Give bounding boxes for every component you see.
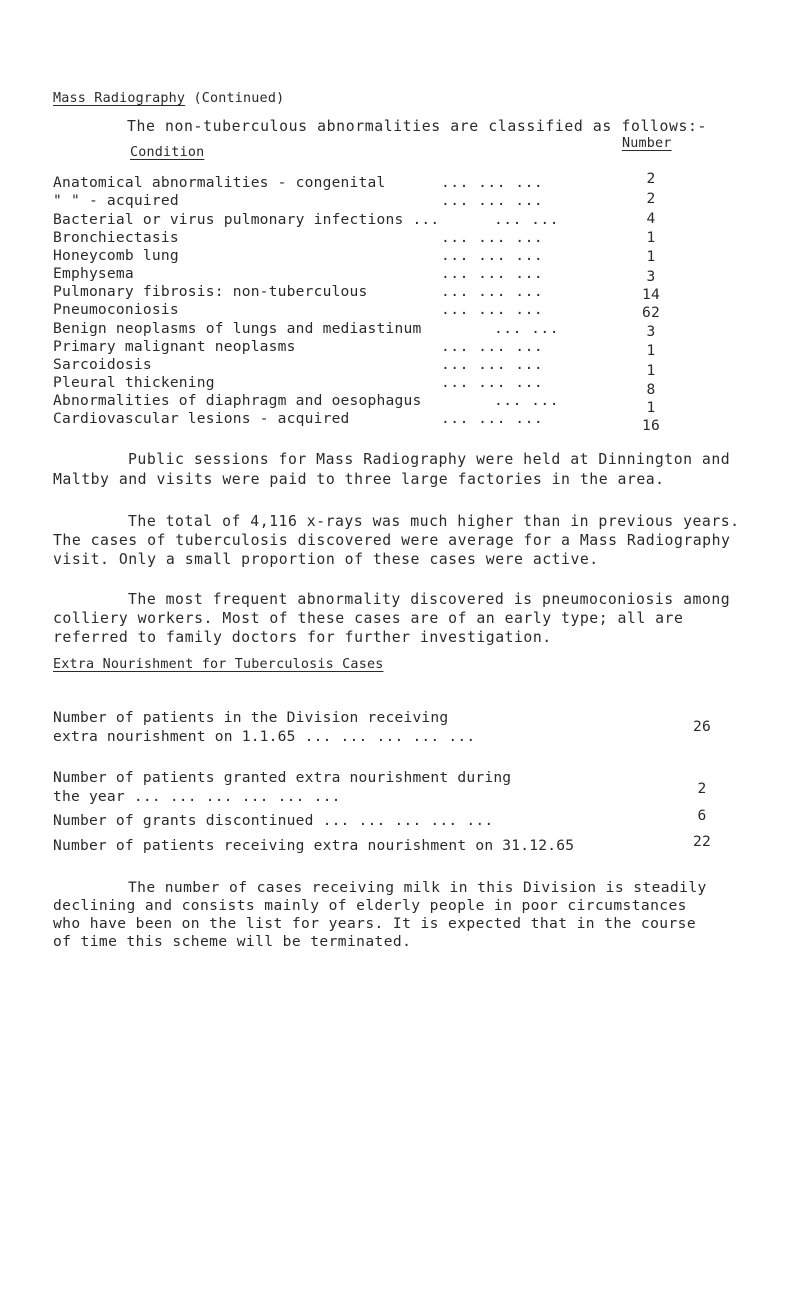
table-row (0, 374, 801, 398)
nourishment-item-4 (53, 837, 574, 854)
nourishment-item-1 (53, 708, 475, 746)
leader-dots: ... ... (494, 211, 560, 228)
leader-dots: ... ... (494, 320, 560, 337)
intro-line: The non-tuberculous abnormalities are classified as follows:- (127, 118, 708, 135)
condition-count: 3 (646, 268, 656, 285)
section-heading (53, 91, 284, 106)
paragraph-line: referred to family doctors for further investigation. (53, 629, 552, 646)
condition-label: Bacterial or virus pulmonary infections ... (53, 211, 440, 228)
column-header-condition: Condition (130, 145, 205, 160)
condition-count: 62 (642, 304, 660, 321)
nourishment-item-3 (53, 812, 493, 829)
condition-label: " " - acquired (53, 192, 179, 209)
condition-label: Pleural thickening (53, 374, 215, 391)
nourishment-item-text: the year ... ... ... ... ... ... (53, 788, 341, 805)
condition-count: 2 (646, 170, 656, 187)
paragraph-line: The most frequent abnormality discovered is pneumoconiosis among (128, 591, 731, 608)
condition-label: Honeycomb lung (53, 247, 179, 264)
condition-count: 16 (642, 417, 660, 434)
paragraph-line: Public sessions for Mass Radiography were held at Dinnington and (128, 451, 731, 468)
leader-dots: ... ... ... (441, 283, 544, 300)
condition-count: 2 (646, 190, 656, 207)
nourishment-item-2 (53, 768, 511, 806)
table-row (0, 192, 801, 209)
leader-dots: ... ... (494, 392, 560, 409)
leader-dots: ... ... ... (441, 265, 544, 282)
paragraph-line: The cases of tuberculosis discovered were average for a Mass Radiography (53, 532, 731, 549)
condition-count: 8 (646, 381, 656, 398)
paragraph-line: visit. Only a small proportion of these cases were active. (53, 551, 599, 568)
table-row (0, 392, 801, 416)
table-row (0, 265, 801, 285)
condition-label: Pneumoconiosis (53, 301, 179, 318)
table-row (0, 247, 801, 264)
leader-dots: ... ... ... (441, 338, 544, 355)
nourishment-item-text: Number of patients receiving extra nourishment on 31.12.65 (53, 837, 575, 854)
table-row (0, 356, 801, 379)
leader-dots: ... ... ... (441, 247, 544, 264)
paragraph-pneumoconiosis (53, 590, 730, 647)
nourishment-item-text: Number of patients granted extra nourishment during (53, 769, 512, 786)
paragraph-milk (53, 879, 707, 951)
paragraph-line: The total of 4,116 x-rays was much higher than in previous years. (128, 513, 740, 530)
nourishment-item-1-value: 26 (693, 718, 711, 735)
nourishment-item-text: extra nourishment on 1.1.65 ... ... ... ... ... (53, 728, 476, 745)
condition-count: 1 (646, 229, 656, 246)
table-row (0, 410, 801, 434)
condition-label: Benign neoplasms of lungs and mediastinum (53, 320, 422, 337)
condition-label: Pulmonary fibrosis: non-tuberculous (53, 283, 368, 300)
section-title: Mass Radiography (53, 91, 186, 106)
paragraph-xrays (53, 512, 740, 569)
condition-count: 1 (646, 248, 656, 265)
condition-label: Anatomical abnormalities - congenital (53, 174, 386, 191)
paragraph-sessions (53, 450, 730, 490)
extra-nourishment-heading: Extra Nourishment for Tuberculosis Cases (53, 657, 384, 672)
nourishment-item-4-value: 22 (693, 833, 711, 850)
table-row (0, 211, 801, 228)
paragraph-line: The number of cases receiving milk in this Division is steadily (128, 879, 707, 896)
nourishment-item-2-value: 2 (697, 780, 707, 797)
paragraph-line: colliery workers. Most of these cases are of an early type; all are (53, 610, 684, 627)
condition-label: Sarcoidosis (53, 356, 152, 373)
leader-dots: ... ... ... (441, 374, 544, 391)
table-row (0, 301, 801, 321)
condition-count: 1 (646, 362, 656, 379)
leader-dots: ... ... ... (441, 356, 544, 373)
condition-count: 1 (646, 342, 656, 359)
table-row (0, 229, 801, 246)
nourishment-item-3-value: 6 (697, 807, 707, 824)
leader-dots: ... ... ... (441, 174, 544, 191)
paragraph-line: declining and consists mainly of elderly people in poor circumstances (53, 897, 687, 914)
condition-label: Emphysema (53, 265, 134, 282)
paragraph-line: who have been on the list for years. It is expected that in the course (53, 915, 697, 932)
paragraph-line: of time this scheme will be terminated. (53, 933, 412, 950)
paragraph-line: Maltby and visits were paid to three large factories in the area. (53, 471, 665, 488)
table-row (0, 320, 801, 340)
nourishment-item-text: Number of grants discontinued ... ... ... ... ... (53, 812, 494, 829)
condition-count: 3 (646, 323, 656, 340)
condition-count: 1 (646, 399, 656, 416)
column-header-number: Number (622, 136, 672, 151)
table-row (0, 170, 801, 191)
condition-label: Bronchiectasis (53, 229, 179, 246)
section-title-suffix: (Continued) (185, 91, 285, 106)
leader-dots: ... ... ... (441, 410, 544, 427)
condition-label: Cardiovascular lesions - acquired (53, 410, 350, 427)
table-row (0, 283, 801, 303)
condition-count: 4 (646, 210, 656, 227)
leader-dots: ... ... ... (441, 229, 544, 246)
table-row (0, 338, 801, 359)
condition-label: Abnormalities of diaphragm and oesophagus (53, 392, 422, 409)
condition-count: 14 (642, 286, 660, 303)
nourishment-item-text: Number of patients in the Division receiving (53, 709, 449, 726)
leader-dots: ... ... ... (441, 192, 544, 209)
leader-dots: ... ... ... (441, 301, 544, 318)
condition-label: Primary malignant neoplasms (53, 338, 296, 355)
